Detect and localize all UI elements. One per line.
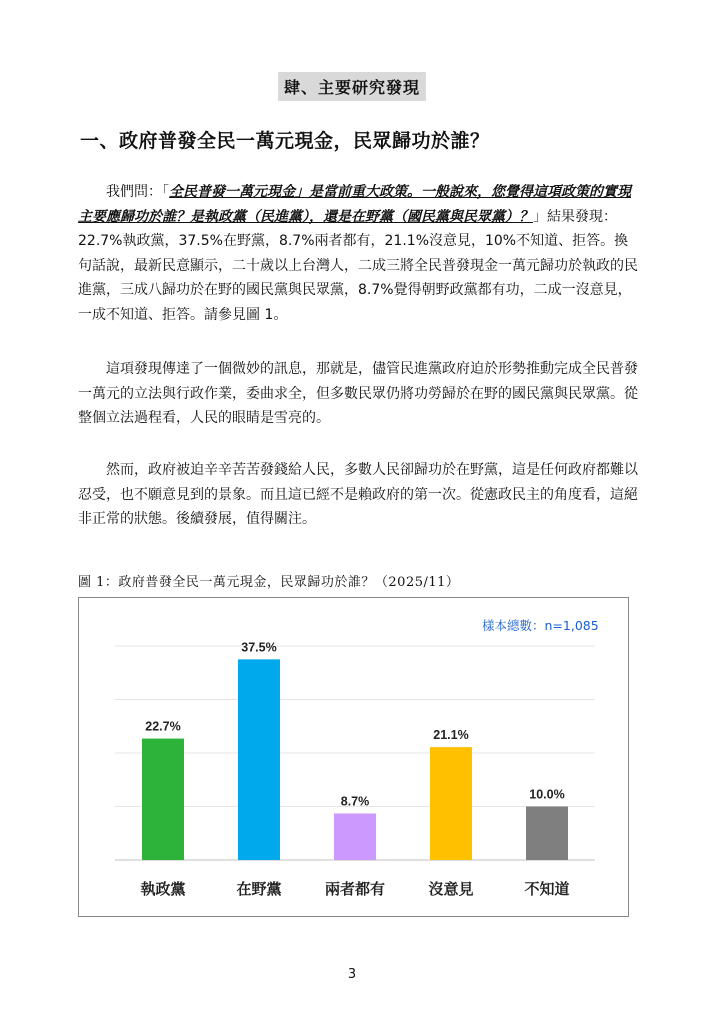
data-label-2: 37.5%: [241, 640, 277, 655]
data-label-1: 22.7%: [145, 719, 181, 734]
section-title-wrap: [0, 72, 704, 101]
figure-caption: 圖 1：政府普發全民一萬元現金，民眾歸功於誰？（2025/11）: [78, 575, 460, 590]
paragraph-1: [78, 180, 638, 327]
page-number: 3: [347, 967, 357, 982]
paragraph-3: 然而，政府被迫辛辛苦苦發錢給人民，多數人民卻歸功於在野黨，這是任何政府都難以忍受，也不願意見到的景象。而且這已經不是賴政府的第一次。從憲政民主的角度看，這絕非正常的狀態。後續發展，值得關注。: [78, 462, 638, 527]
category-label-5: 不知道: [524, 880, 570, 898]
section-title: 肆、主要研究發現: [278, 72, 426, 101]
paragraph-1-lead: 我們問：「: [106, 184, 169, 200]
bar-1: [142, 739, 184, 860]
bar-2: [238, 659, 280, 860]
category-label-3: 兩者都有: [324, 880, 386, 898]
paragraph-1-question: 全民普發一萬元現金」是當前重大政策。一般說來，您覺得這項政策的實現主要應歸功於誰？是執政黨（民進黨），還是在野黨（國民黨與民眾黨）？: [78, 184, 631, 225]
paragraph-1-rest: 」結果發現：22.7%執政黨，37.5%在野黨，8.7%兩者都有，21.1%沒意見，10%不知道、拒答。換句話說，最新民意顯示，二十歲以上台灣人，二成三將全民普發現金一萬元歸功於執政的民進黨，三成八歸功於在野的國民黨與民眾黨，8.7%覺得朝野政黨都有功，二成一沒意見，一成不知道、拒答。請參見圖 1。: [78, 208, 638, 323]
bar-3: [334, 813, 376, 860]
data-label-4: 21.1%: [433, 728, 469, 743]
paragraph-2: 這項發現傳達了一個微妙的訊息，那就是，儘管民進黨政府迫於形勢推動完成全民普發一萬元的立法與行政作業，委曲求全，但多數民眾仍將功勞歸於在野的國民黨與民眾黨。從整個立法過程看，人民的眼睛是雪亮的。: [78, 361, 638, 426]
category-label-4: 沒意見: [428, 880, 474, 898]
sub-heading: 一、政府普發全民一萬元現金，民眾歸功於誰？: [80, 130, 490, 152]
chart-frame: [78, 597, 629, 917]
bar-chart: [79, 598, 630, 918]
bar-5: [526, 807, 568, 861]
data-label-3: 8.7%: [340, 794, 370, 809]
category-label-1: 執政黨: [140, 880, 186, 898]
category-label-2: 在野黨: [236, 880, 282, 898]
bar-4: [430, 747, 472, 860]
data-label-5: 10.0%: [529, 787, 565, 802]
sample-size-note: 樣本總數：n=1,085: [482, 618, 599, 633]
